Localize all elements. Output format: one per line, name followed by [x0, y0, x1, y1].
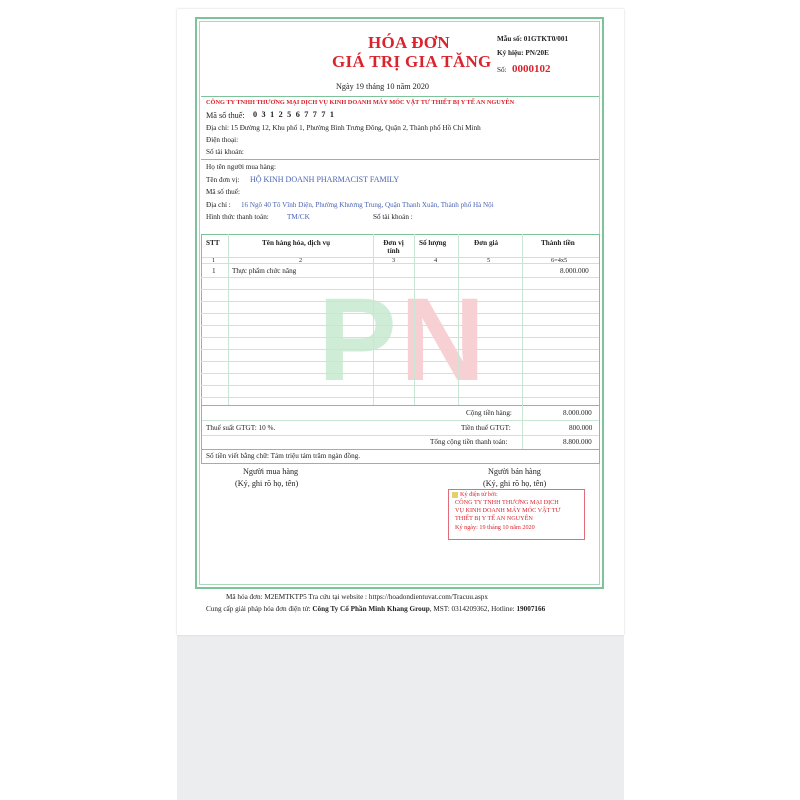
table-row-line	[201, 325, 599, 326]
check-icon	[452, 492, 458, 498]
table-row-line	[201, 289, 599, 290]
buyer-person-label: Họ tên người mua hàng:	[206, 163, 276, 171]
row1-name: Thực phẩm chức năng	[232, 267, 297, 275]
vat-label: Tiền thuế GTGT:	[461, 424, 511, 432]
background-panel	[177, 635, 624, 800]
buyer-signature-title: Người mua hàng	[243, 467, 299, 476]
stamp-line-2: CÔNG TY TNHH THƯƠNG MẠI DỊCH	[455, 499, 559, 506]
seller-name: CÔNG TY TNHH THƯƠNG MẠI DỊCH VỤ KINH DOANH MÁY MÓC VẬT TƯ THIẾT BỊ Y TẾ AN NGUYÊN	[206, 99, 515, 106]
table-row-line	[201, 313, 599, 314]
buyer-address: 16 Ngõ 40 Tô Vĩnh Diện, Phường Khương Trung, Quận Thanh Xuân, Thành phố Hà Nội	[241, 201, 494, 209]
seller-tax-code: 0 3 1 2 5 6 7 7 7 1	[253, 110, 336, 119]
table-row-line	[201, 277, 599, 278]
buyer-signature-note: (Ký, ghi rõ họ, tên)	[235, 479, 299, 488]
invoice-date: Ngày 19 tháng 10 năm 2020	[336, 82, 430, 91]
footer-hotline: 19007166	[516, 605, 546, 613]
stamp-line-1: Ký điện tử bởi:	[460, 491, 498, 498]
buyer-address-label: Địa chỉ :	[206, 201, 231, 209]
row1-amount: 8.000.000	[560, 267, 589, 275]
seller-phone: Điện thoại:	[206, 136, 239, 144]
form-number: Mẫu số: 01GTKT0/001	[497, 35, 569, 43]
payment-method-label: Hình thức thanh toán:	[206, 213, 269, 221]
col-header-amount: Thành tiền	[541, 239, 575, 247]
invoice-symbol: Ký hiệu: PN/20E	[497, 49, 549, 57]
total-label: Tổng cộng tiền thanh toán:	[430, 438, 508, 446]
table-row-line	[201, 337, 599, 338]
table-row-line	[201, 349, 599, 350]
table-row-line	[201, 385, 599, 386]
stamp-line-4: THIẾT BỊ Y TẾ AN NGUYÊN	[455, 515, 533, 522]
col-index-4: 4	[434, 257, 438, 264]
buyer-unit-name: HỘ KINH DOANH PHARMACIST FAMILY	[250, 175, 400, 184]
watermark-logo	[318, 290, 508, 395]
buyer-unit-label: Tên đơn vị:	[206, 176, 240, 184]
table-row-line	[201, 373, 599, 374]
col-header-qty: Số lượng	[419, 239, 447, 247]
col-header-unit: Đơn vị tính	[383, 239, 404, 255]
vat-value: 800.000	[569, 424, 593, 432]
buyer-tax-label: Mã số thuế:	[206, 188, 240, 196]
seller-signature-title: Người bán hàng	[488, 467, 541, 476]
footer-lookup: Mã hóa đơn: M2EMTKTP5 Tra cứu tại website : https://hoadondientuvat.com/Tracuu.aspx	[226, 593, 488, 601]
table-row-line	[201, 361, 599, 362]
subtotal-label: Cộng tiền hàng:	[466, 409, 512, 417]
seller-account: Số tài khoản:	[206, 148, 244, 156]
col-index-6: 6=4x5	[551, 257, 568, 264]
subtotal-value: 8.000.000	[563, 409, 592, 417]
col-header-price: Đơn giá	[474, 239, 499, 247]
col-index-3: 3	[392, 257, 396, 264]
digital-signature-stamp	[448, 489, 585, 540]
footer-provider-name: Công Ty Cổ Phần Minh Khang Group	[312, 605, 430, 613]
row1-stt: 1	[212, 267, 216, 275]
invoice-number: 0000102	[512, 63, 551, 75]
table-row-line	[201, 301, 599, 302]
invoice-subtitle: GIÁ TRỊ GIA TĂNG	[332, 52, 492, 71]
total-value: 8.800.000	[563, 438, 592, 446]
table-row-line	[201, 397, 599, 398]
footer-provider-prefix: Cung cấp giải pháp hóa đơn điện tử:	[206, 605, 313, 613]
col-index-2: 2	[299, 257, 303, 264]
footer-provider	[206, 605, 545, 613]
footer-provider-mst: , MST: 0314209362, Hotline:	[429, 605, 517, 613]
amount-in-words: Số tiền viết bằng chữ: Tám triệu tám trăm ngàn đồng.	[206, 452, 361, 460]
col-index-5: 5	[487, 257, 491, 264]
seller-tax-label: Mã số thuế:	[206, 111, 245, 120]
watermark-n: N	[400, 290, 486, 390]
stamp-line-5: Ký ngày: 19 tháng 10 năm 2020	[455, 524, 535, 531]
vat-rate: Thuế suất GTGT: 10 %.	[206, 424, 276, 432]
col-header-name: Tên hàng hóa, dịch vụ	[262, 239, 331, 247]
seller-signature-note: (Ký, ghi rõ họ, tên)	[483, 479, 547, 488]
invoice-number-label: Số:	[497, 66, 507, 74]
buyer-account-label: Số tài khoản :	[373, 213, 413, 221]
col-header-stt: STT	[206, 239, 220, 247]
seller-address: Địa chỉ: 15 Đường 12, Khu phố 1, Phường Bình Trưng Đông, Quận 2, Thành phố Hồ Chí Minh	[206, 124, 481, 132]
stamp-line-3: VỤ KINH DOANH MÁY MÓC VẬT TƯ	[455, 507, 561, 514]
watermark-p: P	[318, 290, 397, 390]
payment-method: TM/CK	[287, 213, 310, 221]
invoice-title: HÓA ĐƠN	[368, 33, 450, 52]
col-index-1: 1	[212, 257, 216, 264]
